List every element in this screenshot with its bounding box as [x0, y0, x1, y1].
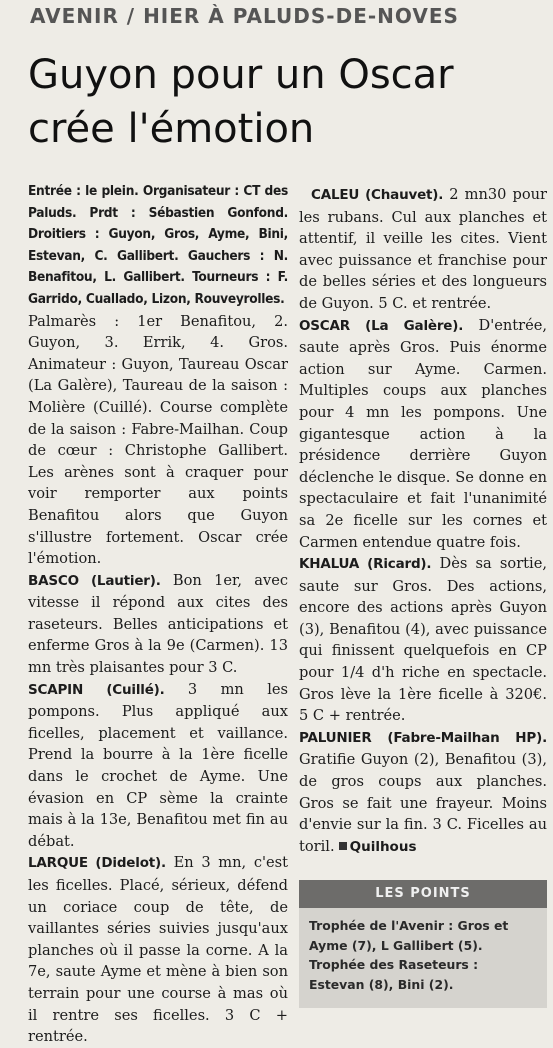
bull-text: 2 mn30 pour les rubans. Cul aux planches et attentif, il veille les cites. Vient avec puissance et franchise pour de belles séries et des longueurs de Guyon. 5 C. et rentrée.	[299, 186, 548, 312]
kicker: AVENIR / HIER À PALUDS-DE-NOVES	[30, 4, 459, 28]
bull-name: BASCO (Lautier).	[28, 572, 161, 589]
article-column-right	[299, 184, 547, 864]
bull-paragraph	[28, 570, 288, 679]
bull-name: PALUNIER (Fabre-Mailhan HP).	[299, 729, 547, 746]
bull-paragraph	[28, 679, 288, 853]
bull-text: Bon 1er, avec vitesse il répond aux cites des raseteurs. Belles anticipations et enferme Gros à la 9e (Carmen). 13 mn très plaisantes pour 3 C.	[28, 571, 289, 677]
bull-text: En 3 mn, c'est les ficelles. Placé, sérieux, défend un coriace coup de tête, de vaillantes séries suivies jusqu'aux planches où il passe la corne. A la 7e, saute Ayme et mène à bien son terrain pour une course à mas où il rentre ses ficelles. 3 C + rentrée.	[28, 854, 288, 1046]
headline-line-2: crée l'émotion	[28, 106, 315, 152]
bull-text: 3 mn les pompons. Plus appliqué aux ficelles, placement et vaillance. Prend la bourre à la 1ère ficelle dans le crochet de Ayme. Une évasion en CP sème la crainte mais à la 13e, Benafitou met fin au débat.	[28, 680, 288, 850]
bull-text: Dès sa sortie, saute sur Gros. Des actions, encore des actions après Guyon (3), Benafitou (4), avec puissance qui finissent quelquefois en CP pour 1/4 d'h riche en spectacle. Gros lève la 1ère ficelle à 320€. 5 C + rentrée.	[299, 555, 547, 725]
points-box	[299, 880, 547, 1008]
bull-text: D'entrée, saute après Gros. Puis énorme action sur Ayme. Carmen. Multiples coups aux planches pour 4 mn les pompons. Une gigantesque action à la présidence derrière Guyon déclenche le disque. Se donne en spectaculaire et fait l'unanimité sa 2e ficelle sur les cornes et Carmen entendue quatre fois.	[299, 316, 548, 551]
article-column-left	[28, 181, 289, 1046]
intro-paragraph: Entrée : le plein. Organisateur : CT des Paluds. Prdt : Sébastien Gonfond. Droitiers : Guyon, Gros, Ayme, Bini, Estevan, C. Gallibert. Gauchers : N. Benafitou, L. Gallibert. Tourneurs : F. Garrido, Cuallado, Lizon, Rouveyrolles.	[28, 183, 288, 307]
bull-name: LARQUE (Didelot).	[28, 855, 166, 872]
bull-paragraph	[28, 852, 288, 1047]
bull-paragraph	[299, 727, 547, 859]
bull-name: CALEU (Chauvet).	[311, 187, 444, 203]
bull-name: SCAPIN (Cuillé).	[28, 681, 165, 698]
points-box-text: Trophée de l'Avenir : Gros et Ayme (7), L Gallibert (5). Trophée des Raseteurs : Estevan (8), Bini (2).	[309, 918, 509, 992]
author-signature: Quilhous	[349, 838, 417, 855]
bull-name: KHALUA (Ricard).	[299, 556, 432, 573]
points-box-title: LES POINTS	[299, 880, 547, 908]
bull-paragraph	[299, 315, 547, 554]
palmares-paragraph: Palmarès : 1er Benafitou, 2. Guyon, 3. Errik, 4. Gros. Animateur : Guyon, Taureau Oscar (La Galère), Taureau de la saison : Molière (Cuillé). Course complète de la saison : Fabre-Mailhan. Coup de cœur : Christophe Gallibert. Les arènes sont à craquer pour voir remporter aux points Benafitou alors que Guyon s'illustre fortement. Oscar crée l'émotion.	[28, 312, 288, 568]
headline-line-1: Guyon pour un Oscar	[28, 52, 454, 98]
bull-text: Gratifie Guyon (2), Benafitou (3), de gros coups aux planches. Gros se fait une frayeur. Moins d'envie sur la fin. 3 C. Ficelles au toril.	[299, 751, 547, 855]
bull-paragraph	[299, 184, 547, 315]
bull-paragraph	[299, 553, 547, 727]
headline	[28, 48, 548, 156]
square-bullet-icon	[339, 842, 347, 850]
bull-name: OSCAR (La Galère).	[299, 317, 464, 334]
